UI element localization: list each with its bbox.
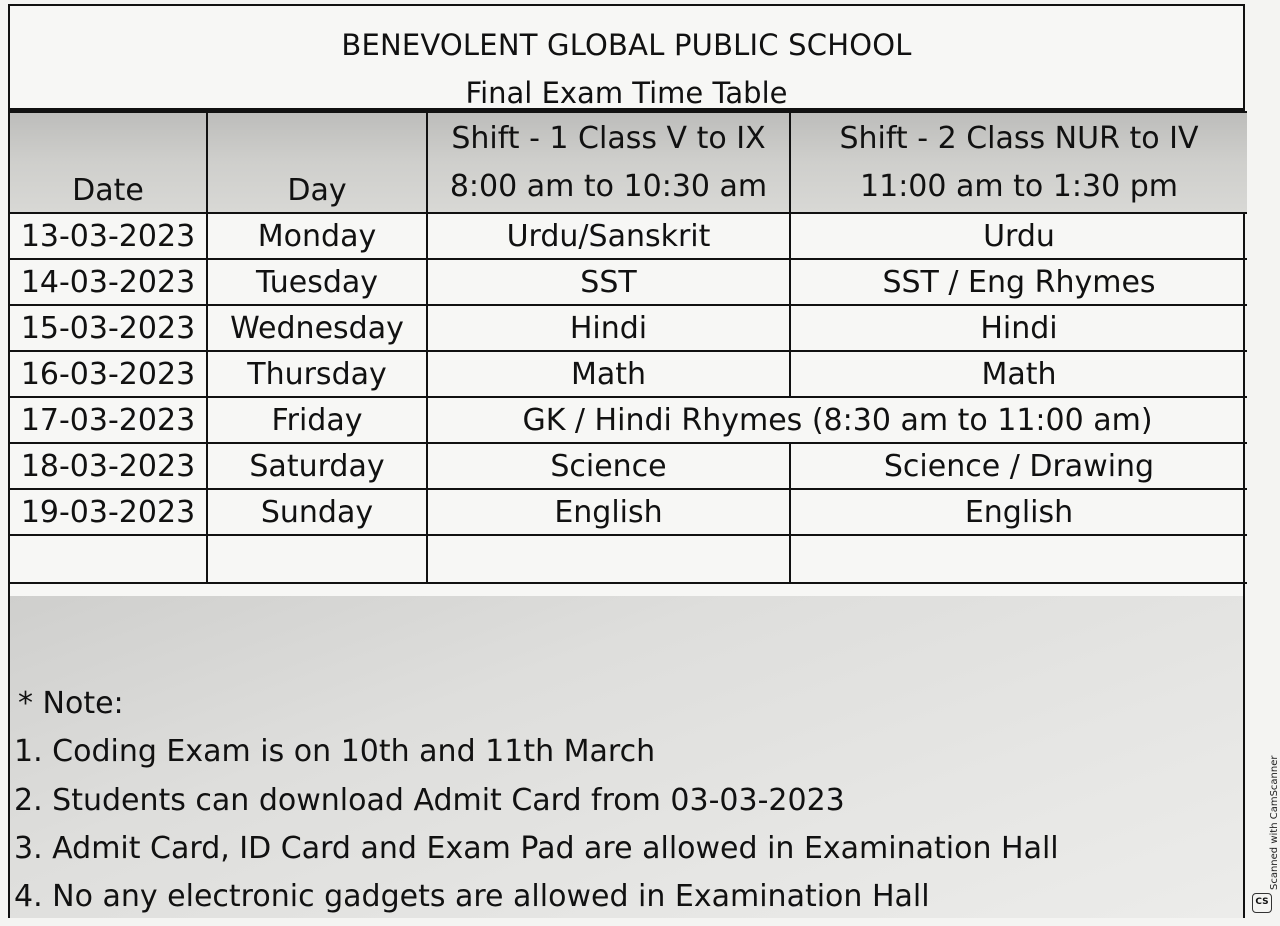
exam-timetable	[10, 111, 1247, 584]
cell-day: Friday	[207, 397, 427, 443]
cell-shift-2: English	[790, 489, 1247, 535]
note-item: 1. Coding Exam is on 10th and 11th March	[14, 734, 656, 769]
table-row	[10, 351, 1247, 397]
notes-title: * Note:	[18, 686, 124, 721]
cell-shift-1: Urdu/Sanskrit	[427, 213, 790, 259]
header-shift-2	[790, 112, 1247, 213]
cell-shift-1: Math	[427, 351, 790, 397]
header-date: Date	[10, 112, 207, 213]
cell-combined-shift: GK / Hindi Rhymes (8:30 am to 11:00 am)	[427, 397, 1247, 443]
table-header-row	[10, 112, 1247, 213]
cell-shift-1: English	[427, 489, 790, 535]
empty-cell	[790, 535, 1247, 583]
header-shift-2-time: 11:00 am to 1:30 pm	[860, 168, 1178, 204]
table-row	[10, 213, 1247, 259]
timetable-sheet	[8, 4, 1245, 918]
cell-shift-2: SST / Eng Rhymes	[790, 259, 1247, 305]
note-item: 3. Admit Card, ID Card and Exam Pad are allowed in Examination Hall	[14, 831, 1059, 866]
empty-row	[10, 535, 1247, 583]
table-row	[10, 397, 1247, 443]
table-row	[10, 305, 1247, 351]
table-row	[10, 443, 1247, 489]
table-row	[10, 259, 1247, 305]
cell-shift-2: Hindi	[790, 305, 1247, 351]
scanner-watermark-text: Scanned with CamScanner	[1269, 755, 1280, 890]
note-item: 2. Students can download Admit Card from 03-03-2023	[14, 783, 845, 818]
camscanner-logo-icon: CS	[1252, 893, 1272, 913]
table-row	[10, 489, 1247, 535]
header	[10, 6, 1243, 111]
cell-date: 13-03-2023	[10, 213, 207, 259]
cell-day: Sunday	[207, 489, 427, 535]
empty-cell	[427, 535, 790, 583]
cell-shift-2: Math	[790, 351, 1247, 397]
cell-date: 18-03-2023	[10, 443, 207, 489]
cell-date: 16-03-2023	[10, 351, 207, 397]
note-item: 4. No any electronic gadgets are allowed in Examination Hall	[14, 879, 930, 914]
cell-shift-1: SST	[427, 259, 790, 305]
cell-day: Thursday	[207, 351, 427, 397]
cell-day: Saturday	[207, 443, 427, 489]
school-name: BENEVOLENT GLOBAL PUBLIC SCHOOL	[341, 28, 912, 62]
header-shift-1-time: 8:00 am to 10:30 am	[449, 168, 768, 204]
header-shift-1-classes: Shift - 1 Class V to IX	[451, 120, 766, 156]
header-shift-2-classes: Shift - 2 Class NUR to IV	[839, 120, 1199, 156]
cell-shift-1: Hindi	[427, 305, 790, 351]
cell-shift-2: Urdu	[790, 213, 1247, 259]
cell-day: Wednesday	[207, 305, 427, 351]
notes-section	[10, 596, 1243, 918]
empty-cell	[10, 535, 207, 583]
empty-cell	[207, 535, 427, 583]
cell-date: 14-03-2023	[10, 259, 207, 305]
cell-date: 19-03-2023	[10, 489, 207, 535]
cell-shift-2: Science / Drawing	[790, 443, 1247, 489]
cell-date: 15-03-2023	[10, 305, 207, 351]
cell-day: Tuesday	[207, 259, 427, 305]
page-title: Final Exam Time Table	[465, 76, 788, 110]
cell-day: Monday	[207, 213, 427, 259]
cell-date: 17-03-2023	[10, 397, 207, 443]
cell-shift-1: Science	[427, 443, 790, 489]
header-shift-1	[427, 112, 790, 213]
header-day: Day	[207, 112, 427, 213]
